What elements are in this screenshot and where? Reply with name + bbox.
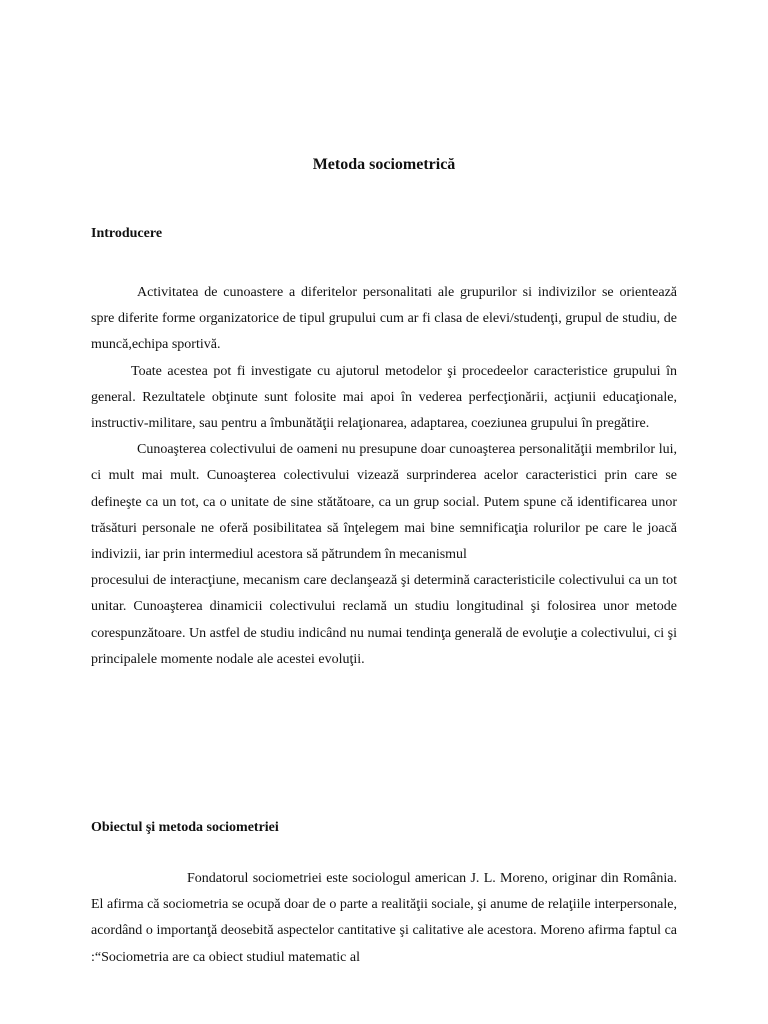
paragraph: Cunoaşterea colectivului de oameni nu presupune doar cunoaşterea personalităţii membrilor lui, ci mult mai mult. Cunoaşterea colectivului vizează surprinderea acelor caracteristici prin care se defineşte ca un tot, ca o unitate de sine stătătoare, ca un grup social. Putem spune că identificarea unor trăsături personale ne oferă posibilitatea să înţelegem mai bine semnificaţia rolurilor pe care le joacă indivizii, iar prin intermediul acestora să pătrundem în mecanismul (91, 442, 677, 563)
paragraph: procesului de interacţiune, mecanism care declanşează şi determină caracteristicile colectivului ca un tot unitar. Cunoaşterea dinamicii colectivului reclamă un studiu longitudinal şi folosirea unor metode corespunzătoare. Un astfel de studiu indicând nu numai tendinţa generală de evoluţie a colectivului, ci şi principalele momente nodale ale acestei evoluţii. (91, 573, 677, 667)
section-heading-obiectul: Obiectul şi metoda sociometriei (91, 820, 279, 835)
paragraph: Activitatea de cunoastere a diferitelor personalitati ale grupurilor si indivizilor se orientează spre diferite forme organizatorice de tipul grupului cum ar fi clasa de elevi/studenţi, grupul de studiu, de muncă,echipa sportivă. (91, 285, 677, 353)
section-heading-introducere: Introducere (91, 226, 163, 241)
paragraph: Fondatorul sociometriei este sociologul american J. L. Moreno, originar din România. El afirma că sociometria se ocupă doar de o parte a realităţii sociale, şi anume de relaţiile interpersonale, acordând o importanţă deosebită aspectelor cantitative şi calitative ale acestora. Moreno afirma faptul ca :“Sociometria are ca obiect studiul matematic al (91, 871, 677, 965)
section-body-obiectul (91, 866, 677, 971)
document-title: Metoda sociometrică (312, 156, 456, 173)
paragraph: Toate acestea pot fi investigate cu ajutorul metodelor şi procedeelor caracteristice grupului în general. Rezultatele obţinute sunt folosite mai apoi în vederea perfecţionării, acţiunii educaţionale, instructiv-militare, sau pentru a îmbunătăţii relaţionarea, adaptarea, coeziunea grupului în pregătire. (91, 363, 677, 432)
section-body-introducere (91, 280, 677, 673)
